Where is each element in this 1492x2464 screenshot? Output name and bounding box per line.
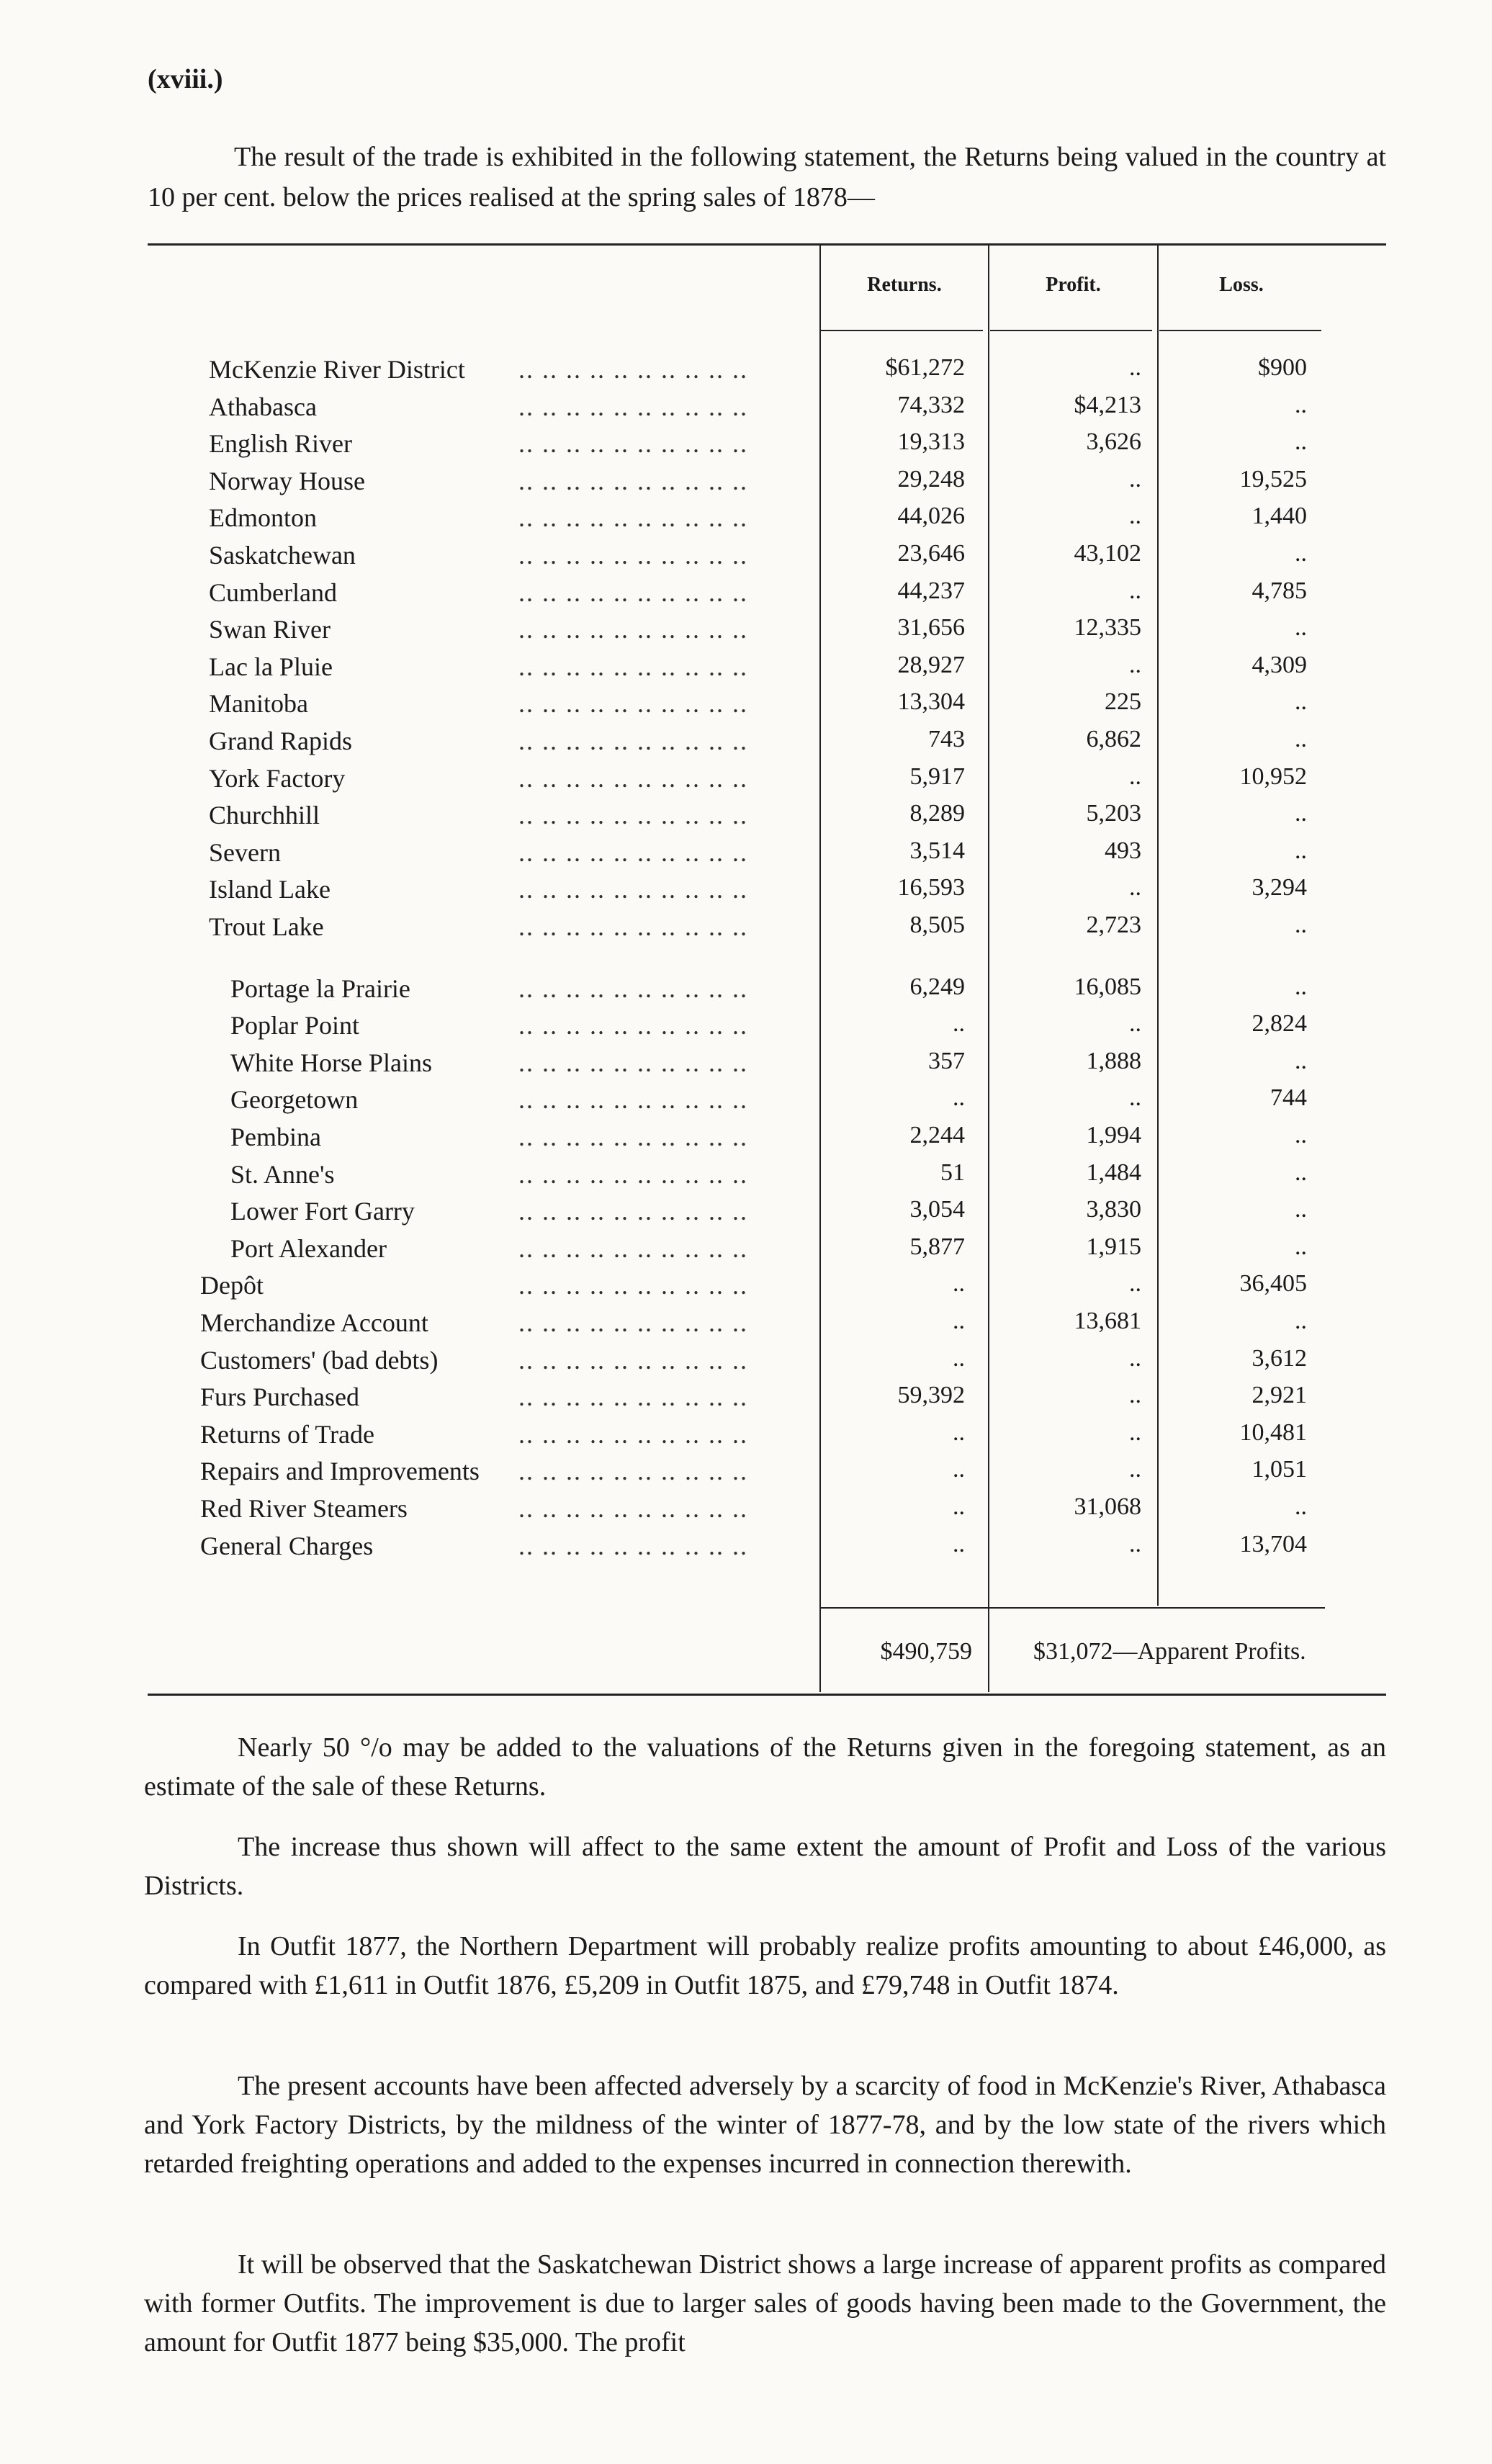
row-name: Furs Purchased xyxy=(200,1382,359,1412)
row-name: Athabasca xyxy=(209,392,317,421)
leader-dots: .. .. .. .. .. .. .. .. .. .. xyxy=(518,875,748,904)
cell-profit: .. xyxy=(1129,1010,1141,1038)
cell-returns: .. xyxy=(953,1456,965,1483)
cell-loss: .. xyxy=(1295,973,1307,1000)
cell-returns: 357 xyxy=(928,1047,965,1074)
leader-dots: .. .. .. .. .. .. .. .. .. .. xyxy=(518,1048,748,1077)
cell-loss: .. xyxy=(1295,912,1307,938)
leader-dots: .. .. .. .. .. .. .. .. .. .. xyxy=(518,615,748,644)
cell-profit: .. xyxy=(1129,503,1141,530)
cell-loss: 1,440 xyxy=(1251,503,1307,530)
leader-dots: .. .. .. .. .. .. .. .. .. .. xyxy=(518,392,748,421)
cell-profit: 225 xyxy=(1105,688,1141,716)
leader-dots: .. .. .. .. .. .. .. .. .. .. xyxy=(518,912,748,941)
table-row xyxy=(0,1419,1492,1457)
cell-profit: 31,068 xyxy=(1074,1493,1141,1520)
row-name: Trout Lake xyxy=(209,912,324,941)
table-row xyxy=(0,577,1492,615)
row-name: Severn xyxy=(209,837,281,867)
table-row xyxy=(0,428,1492,466)
cell-profit: .. xyxy=(1129,1084,1141,1112)
cell-loss: .. xyxy=(1295,1493,1307,1520)
table-row xyxy=(0,1233,1492,1271)
cell-profit: 1,994 xyxy=(1086,1122,1141,1148)
totals-rule xyxy=(821,1607,1325,1609)
cell-loss: .. xyxy=(1295,837,1307,864)
cell-loss: .. xyxy=(1295,614,1307,642)
cell-profit: .. xyxy=(1129,1418,1141,1446)
leader-dots: .. .. .. .. .. .. .. .. .. .. xyxy=(518,577,748,607)
leader-dots: .. .. .. .. .. .. .. .. .. .. xyxy=(518,837,748,867)
table-row xyxy=(0,1159,1492,1197)
cell-profit: 3,626 xyxy=(1086,428,1141,456)
cell-loss: .. xyxy=(1295,540,1307,567)
row-name: Port Alexander xyxy=(230,1233,387,1263)
table-row xyxy=(0,614,1492,652)
cell-returns: 59,392 xyxy=(897,1382,965,1409)
cell-profit: 13,681 xyxy=(1074,1308,1141,1334)
row-name: Grand Rapids xyxy=(209,727,352,755)
cell-returns: 5,917 xyxy=(909,763,965,790)
cell-returns: 19,313 xyxy=(897,428,965,456)
table-row xyxy=(0,874,1492,912)
cell-loss: .. xyxy=(1295,1233,1307,1260)
table-row xyxy=(0,1493,1492,1531)
table-row xyxy=(0,1308,1492,1345)
cell-profit: 493 xyxy=(1105,837,1141,864)
leader-dots: .. .. .. .. .. .. .. .. .. .. xyxy=(518,801,748,830)
paragraph-3: In Outfit 1877, the Northern Department will probably realize profits amounting to about £46,000, as compared with £1,611 in Outfit 1876, £5,209 in Outfit 1875, and £79,748 in Outfit 1874. xyxy=(144,1931,1386,2000)
table-row xyxy=(0,466,1492,503)
cell-loss: 10,952 xyxy=(1239,763,1307,790)
cell-loss: 1,051 xyxy=(1251,1456,1307,1483)
cell-returns: 16,593 xyxy=(897,874,965,901)
row-name: Poplar Point xyxy=(230,1011,360,1040)
paragraph-2: The increase thus shown will affect to the same extent the amount of Profit and Loss of the various Districts. xyxy=(144,1832,1386,1901)
row-name: Repairs and Improvements xyxy=(200,1457,480,1486)
leader-dots: .. .. .. .. .. .. .. .. .. .. xyxy=(518,429,748,459)
cell-profit: 1,888 xyxy=(1086,1047,1141,1074)
row-name: Manitoba xyxy=(209,689,308,719)
leader-dots: .. .. .. .. .. .. .. .. .. .. xyxy=(518,466,748,495)
leader-dots: .. .. .. .. .. .. .. .. .. .. xyxy=(518,1419,748,1449)
row-name: Portage la Prairie xyxy=(230,974,410,1003)
cell-loss: 13,704 xyxy=(1239,1530,1307,1557)
cell-loss: 744 xyxy=(1270,1084,1307,1112)
cell-loss: 3,612 xyxy=(1251,1344,1307,1372)
cell-loss: .. xyxy=(1295,800,1307,827)
cell-returns: 743 xyxy=(928,726,965,752)
row-name: Saskatchewan xyxy=(209,541,356,570)
row-name: McKenzie River District xyxy=(209,355,465,384)
cell-profit: 5,203 xyxy=(1086,800,1141,827)
cell-returns: 74,332 xyxy=(897,391,965,418)
row-name: Pembina xyxy=(230,1123,321,1151)
leader-dots: .. .. .. .. .. .. .. .. .. .. xyxy=(518,1085,748,1115)
table-row xyxy=(0,1270,1492,1308)
cell-profit: .. xyxy=(1129,1382,1141,1409)
cell-loss: 2,824 xyxy=(1251,1010,1307,1038)
leader-dots: .. .. .. .. .. .. .. .. .. .. xyxy=(518,1308,748,1337)
table-row xyxy=(0,800,1492,837)
leader-dots: .. .. .. .. .. .. .. .. .. .. xyxy=(518,763,748,793)
row-name: Customers' (bad debts) xyxy=(200,1345,439,1375)
cell-returns: .. xyxy=(953,1308,965,1334)
cell-loss: .. xyxy=(1295,1308,1307,1334)
cell-profit: .. xyxy=(1129,1270,1141,1298)
cell-returns: .. xyxy=(953,1344,965,1372)
row-name: Returns of Trade xyxy=(200,1419,374,1449)
cell-returns: 3,054 xyxy=(909,1196,965,1223)
cell-profit: 3,830 xyxy=(1086,1196,1141,1223)
cell-profit: $4,213 xyxy=(1074,391,1141,418)
cell-loss: .. xyxy=(1295,428,1307,456)
total-returns: $490,759 xyxy=(880,1638,972,1665)
leader-dots: .. .. .. .. .. .. .. .. .. .. xyxy=(518,974,748,1003)
leader-dots: .. .. .. .. .. .. .. .. .. .. xyxy=(518,652,748,681)
cell-loss: 10,481 xyxy=(1239,1418,1307,1446)
cell-profit: .. xyxy=(1129,763,1141,790)
table-row xyxy=(0,974,1492,1011)
row-name: Merchandize Account xyxy=(200,1308,428,1337)
table-row xyxy=(0,1456,1492,1493)
table-row xyxy=(0,392,1492,429)
row-name: Lac la Pluie xyxy=(209,652,333,681)
header-underline-loss xyxy=(1159,330,1321,331)
table-row xyxy=(0,354,1492,392)
cell-profit: .. xyxy=(1129,354,1141,381)
cell-returns: .. xyxy=(953,1418,965,1446)
cell-profit: .. xyxy=(1129,577,1141,604)
cell-loss: .. xyxy=(1295,1047,1307,1074)
table-row xyxy=(0,652,1492,689)
header-loss: Loss. xyxy=(1219,274,1264,296)
table-row xyxy=(0,1122,1492,1159)
table-top-rule xyxy=(148,243,1386,246)
cell-returns: 2,244 xyxy=(909,1122,965,1148)
table-row xyxy=(0,1010,1492,1048)
paragraph-1: Nearly 50 °/o may be added to the valuations of the Returns given in the foregoing statement, as an estimate of the sale of these Returns. xyxy=(144,1732,1386,1802)
row-name: Lower Fort Garry xyxy=(230,1197,415,1226)
cell-returns: 51 xyxy=(940,1159,965,1186)
cell-profit: 1,915 xyxy=(1086,1233,1141,1260)
row-name: Island Lake xyxy=(209,875,331,904)
cell-profit: 43,102 xyxy=(1074,540,1141,567)
leader-dots: .. .. .. .. .. .. .. .. .. .. xyxy=(518,503,748,533)
table-row xyxy=(0,1345,1492,1382)
leader-dots: .. .. .. .. .. .. .. .. .. .. xyxy=(518,689,748,719)
cell-returns: 8,505 xyxy=(909,912,965,938)
cell-profit: 12,335 xyxy=(1074,614,1141,642)
table-row xyxy=(0,912,1492,949)
cell-returns: 31,656 xyxy=(897,614,965,642)
table-row xyxy=(0,1084,1492,1122)
table-row xyxy=(0,1382,1492,1419)
row-name: English River xyxy=(209,429,352,459)
table-row xyxy=(0,503,1492,540)
cell-loss: 3,294 xyxy=(1251,874,1307,901)
intro-paragraph: The result of the trade is exhibited in the following statement, the Returns being valued in the country at 10 per cent. below the prices realised at the spring sales of 1878— xyxy=(148,142,1386,212)
table-row xyxy=(0,763,1492,801)
leader-dots: .. .. .. .. .. .. .. .. .. .. xyxy=(518,1159,748,1189)
cell-loss: 4,309 xyxy=(1251,651,1307,678)
table-row xyxy=(0,540,1492,577)
cell-returns: .. xyxy=(953,1270,965,1298)
cell-returns: 28,927 xyxy=(897,651,965,678)
cell-returns: 8,289 xyxy=(909,800,965,827)
paragraph-5: It will be observed that the Saskatchewan District shows a large increase of apparent profits as compared with former Outfits. The improvement is due to larger sales of goods having been made to the Government, the amount for Outfit 1877 being $35,000. The profit xyxy=(144,2249,1386,2357)
leader-dots: .. .. .. .. .. .. .. .. .. .. xyxy=(518,1271,748,1300)
cell-returns: 5,877 xyxy=(909,1233,965,1260)
cell-returns: 44,237 xyxy=(897,577,965,604)
header-profit: Profit. xyxy=(1046,274,1101,296)
cell-profit: 1,484 xyxy=(1086,1159,1141,1186)
row-name: Georgetown xyxy=(230,1085,359,1115)
leader-dots: .. .. .. .. .. .. .. .. .. .. xyxy=(518,1531,748,1560)
leader-dots: .. .. .. .. .. .. .. .. .. .. xyxy=(518,1494,748,1523)
table-bottom-rule xyxy=(148,1694,1386,1696)
cell-profit: 2,723 xyxy=(1086,912,1141,938)
row-name: Swan River xyxy=(209,615,331,644)
cell-profit: 16,085 xyxy=(1074,973,1141,1000)
total-profit: $31,072—Apparent Profits. xyxy=(1033,1638,1306,1665)
cell-loss: 2,921 xyxy=(1251,1382,1307,1409)
cell-returns: .. xyxy=(953,1530,965,1557)
cell-profit: .. xyxy=(1129,1344,1141,1372)
row-name: York Factory xyxy=(209,763,346,793)
page-number: (xviii.) xyxy=(148,64,223,94)
cell-returns: 29,248 xyxy=(897,465,965,493)
cell-returns: 13,304 xyxy=(897,688,965,716)
row-name: Red River Steamers xyxy=(200,1494,408,1523)
leader-dots: .. .. .. .. .. .. .. .. .. .. xyxy=(518,1011,748,1040)
paragraph-4: The present accounts have been affected adversely by a scarcity of food in McKenzie's River, Athabasca and York Factory Districts, by the mildness of the winter of 1877-78, and by the low state of the rivers which retarded freighting operations and added to the expenses incurred in connection therewith. xyxy=(144,2071,1386,2179)
cell-loss: .. xyxy=(1295,726,1307,752)
cell-profit: .. xyxy=(1129,874,1141,901)
table-row xyxy=(0,1531,1492,1568)
row-name: General Charges xyxy=(200,1531,374,1560)
leader-dots: .. .. .. .. .. .. .. .. .. .. xyxy=(518,1382,748,1412)
row-name: White Horse Plains xyxy=(230,1048,432,1077)
cell-returns: $61,272 xyxy=(885,354,965,381)
cell-profit: .. xyxy=(1129,651,1141,678)
cell-profit: .. xyxy=(1129,1530,1141,1557)
cell-profit: .. xyxy=(1129,1456,1141,1483)
row-name: Churchhill xyxy=(209,801,320,830)
cell-returns: 3,514 xyxy=(909,837,965,864)
cell-loss: $900 xyxy=(1258,354,1307,381)
cell-loss: 4,785 xyxy=(1251,577,1307,604)
row-name: Cumberland xyxy=(209,577,337,607)
cell-returns: .. xyxy=(953,1493,965,1520)
leader-dots: .. .. .. .. .. .. .. .. .. .. xyxy=(518,1345,748,1375)
cell-loss: .. xyxy=(1295,1196,1307,1223)
row-name: Depôt xyxy=(200,1271,264,1300)
leader-dots: .. .. .. .. .. .. .. .. .. .. xyxy=(518,1233,748,1263)
cell-loss: 36,405 xyxy=(1239,1270,1307,1298)
table-row xyxy=(0,837,1492,875)
cell-loss: 19,525 xyxy=(1239,465,1307,493)
leader-dots: .. .. .. .. .. .. .. .. .. .. xyxy=(518,1123,748,1151)
cell-loss: .. xyxy=(1295,1159,1307,1186)
cell-returns: .. xyxy=(953,1084,965,1112)
cell-loss: .. xyxy=(1295,391,1307,418)
header-returns: Returns. xyxy=(867,274,942,296)
cell-profit: .. xyxy=(1129,465,1141,493)
leader-dots: .. .. .. .. .. .. .. .. .. .. xyxy=(518,355,748,384)
leader-dots: .. .. .. .. .. .. .. .. .. .. xyxy=(518,1197,748,1226)
cell-profit: 6,862 xyxy=(1086,726,1141,752)
cell-returns: .. xyxy=(953,1010,965,1038)
row-name: Norway House xyxy=(209,466,365,495)
header-underline-profit xyxy=(990,330,1152,331)
cell-loss: .. xyxy=(1295,1122,1307,1148)
cell-returns: 44,026 xyxy=(897,503,965,530)
leader-dots: .. .. .. .. .. .. .. .. .. .. xyxy=(518,541,748,570)
cell-returns: 6,249 xyxy=(909,973,965,1000)
cell-returns: 23,646 xyxy=(897,540,965,567)
table-row xyxy=(0,726,1492,763)
leader-dots: .. .. .. .. .. .. .. .. .. .. xyxy=(518,727,748,755)
header-underline-returns xyxy=(821,330,983,331)
cell-loss: .. xyxy=(1295,688,1307,716)
row-name: Edmonton xyxy=(209,503,317,533)
row-name: St. Anne's xyxy=(230,1159,335,1189)
leader-dots: .. .. .. .. .. .. .. .. .. .. xyxy=(518,1457,748,1486)
table-row xyxy=(0,688,1492,726)
table-row xyxy=(0,1048,1492,1085)
table-row xyxy=(0,1196,1492,1233)
